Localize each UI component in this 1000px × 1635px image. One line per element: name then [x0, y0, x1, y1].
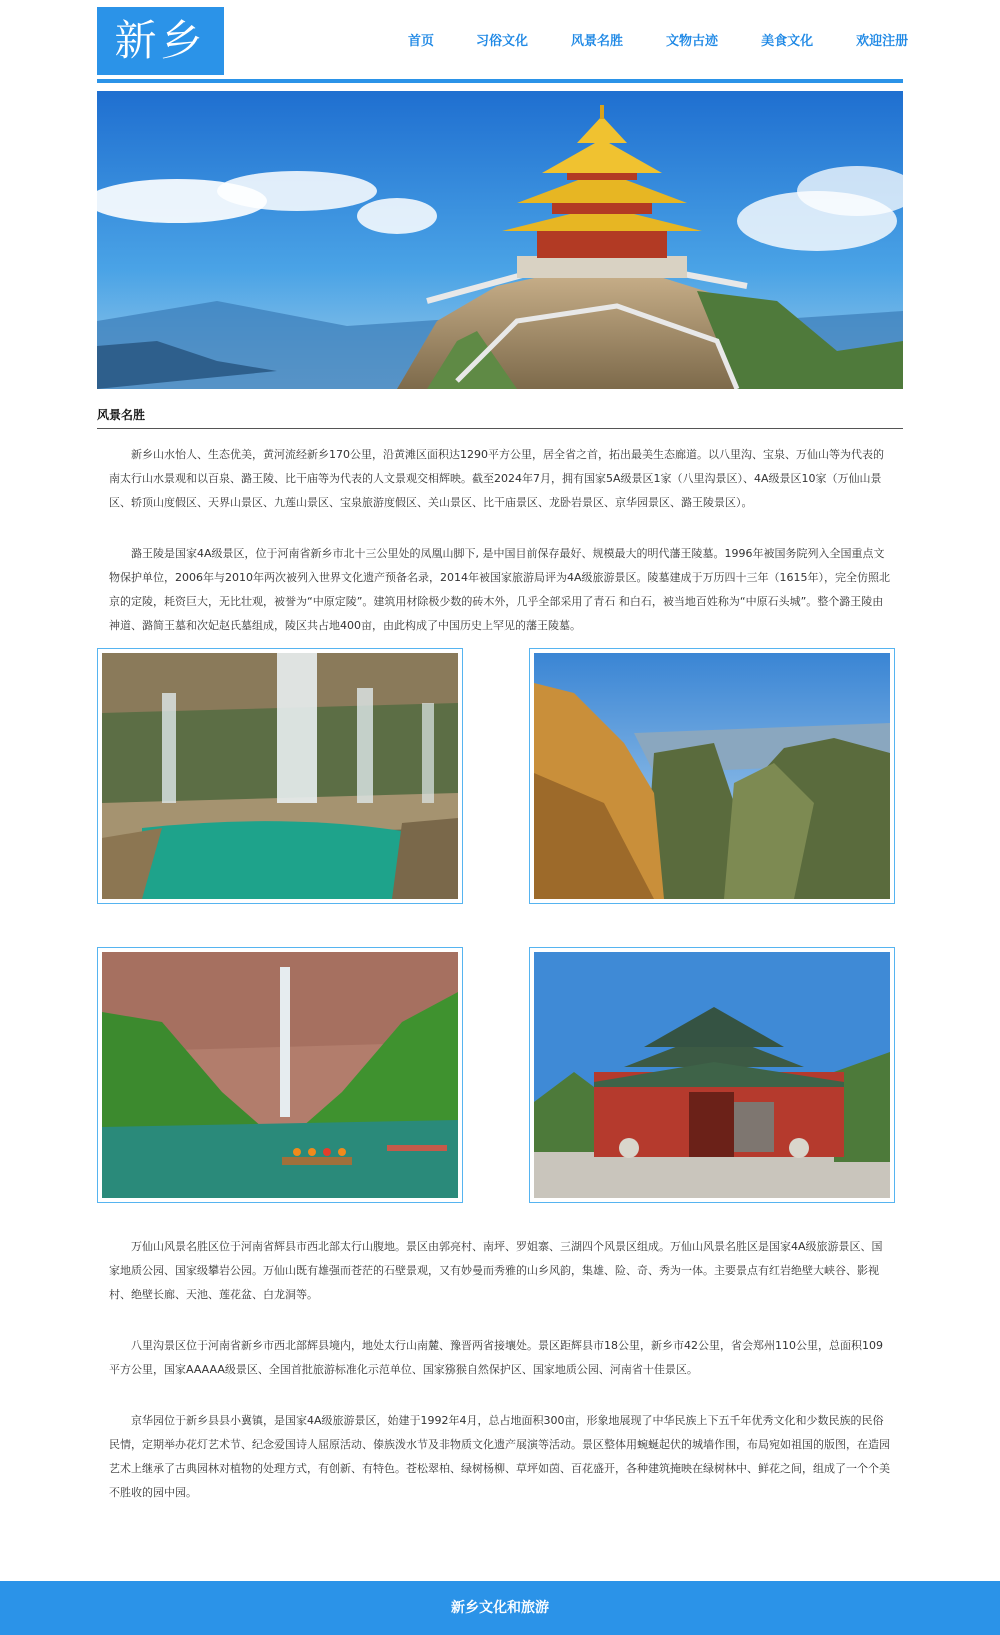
section-title: 风景名胜: [97, 408, 146, 422]
section-divider: [97, 428, 903, 429]
header-divider: [97, 79, 903, 83]
main-nav: [408, 30, 908, 49]
site-logo[interactable]: 新乡: [97, 7, 224, 75]
banner-image: [97, 91, 903, 389]
nav-food[interactable]: 美食文化: [761, 34, 814, 49]
jinghuayuan-paragraph: 京华园位于新乡县县小冀镇，是国家4A级旅游景区，始建于1992年4月，总占地面积300亩，形象地展现了中华民族上下五千年优秀文化和少数民族的民俗民情，定期举办花灯艺术节、纪念爱国诗人屈原活动、傣族泼水节及非物质文化遗产展演等活动。景区整体用蜿蜒起伏的城墙作围，布局宛如祖国的版图，在造园艺术上继承了古典园林对植物的处理方式，有创新、有特色。苍松翠柏、绿树杨柳、草坪如茵、百花盛开，各种建筑掩映在绿树林中、鲜花之间，组成了一个个美不胜收的园中园。: [109, 1414, 890, 1499]
intro-paragraph: 新乡山水怡人、生态优美，黄河流经新乡170公里，沿黄滩区面积达1290平方公里，居全省之首，拓出最美生态廊道。以八里沟、宝泉、万仙山等为代表的南太行山水景观和以百泉、潞王陵、比干庙等为代表的人文景观交相辉映。截至2024年7月，拥有国家5A级景区1家（八里沟景区）、4A级景区10家（万仙山景区、轿顶山度假区、天界山景区、九莲山景区、宝泉旅游度假区、关山景区、比干庙景区、龙卧岩景区、京华园景区、潞王陵景区）。: [109, 448, 884, 509]
wanxianshan-paragraph: 万仙山风景名胜区位于河南省辉县市西北部太行山腹地。景区由郭亮村、南坪、罗姐寨、三湖四个风景区组成。万仙山风景名胜区是国家4A级旅游景区、国家地质公园、国家级攀岩公园。万仙山既有雄强而苍茫的石壁景观，又有妙曼而秀雅的山乡风韵，集雄、险、奇、秀为一体。主要景点有红岩绝壁大峡谷、影视村、绝壁长廊、天池、莲花盆、白龙洞等。: [109, 1240, 883, 1301]
nav-customs[interactable]: 习俗文化: [476, 34, 529, 49]
photo-red-temple: [529, 947, 895, 1203]
photo-waterfall-terraces: [97, 648, 463, 904]
baligou-paragraph: 八里沟景区位于河南省新乡市西北部辉县境内，地处太行山南麓、豫晋两省接壤处。景区距辉县市18公里，新乡市42公里，省会郑州110公里，总面积109平方公里，国家AAAAA级景区、全国首批旅游标准化示范单位、国家猕猴自然保护区、国家地质公园、河南省十佳景区。: [109, 1339, 883, 1376]
luwangling-paragraph: 潞王陵是国家4A级景区，位于河南省新乡市北十三公里处的凤凰山脚下, 是中国目前保存最好、规模最大的明代藩王陵墓。1996年被国务院列入全国重点文物保护单位，2006年与2010年两次被列入世界文化遗产预备名录，2014年被国家旅游局评为4A级旅游景区。陵墓建成于万历四十三年（1615年），完全仿照北京的定陵，耗资巨大，无比壮观，被誉为“中原定陵”。建筑用材除极少数的砖木外，几乎全部采用了青石 和白石，被当地百姓称为“中原石头城”。整个潞王陵由神道、潞简王墓和次妃赵氏墓组成，陵区共占地400亩，由此构成了中国历史上罕见的藩王陵墓。: [109, 547, 890, 632]
site-header: [97, 0, 909, 78]
site-footer: 新乡文化和旅游: [0, 1581, 1000, 1635]
photo-cliff-sunset: [529, 648, 895, 904]
nav-home[interactable]: 首页: [408, 34, 435, 49]
nav-relics[interactable]: 文物古迹: [666, 34, 719, 49]
page-container: [97, 0, 909, 1499]
photo-canyon-boating: [97, 947, 463, 1203]
nav-scenic[interactable]: 风景名胜: [571, 34, 624, 49]
nav-register[interactable]: 欢迎注册: [856, 34, 909, 49]
